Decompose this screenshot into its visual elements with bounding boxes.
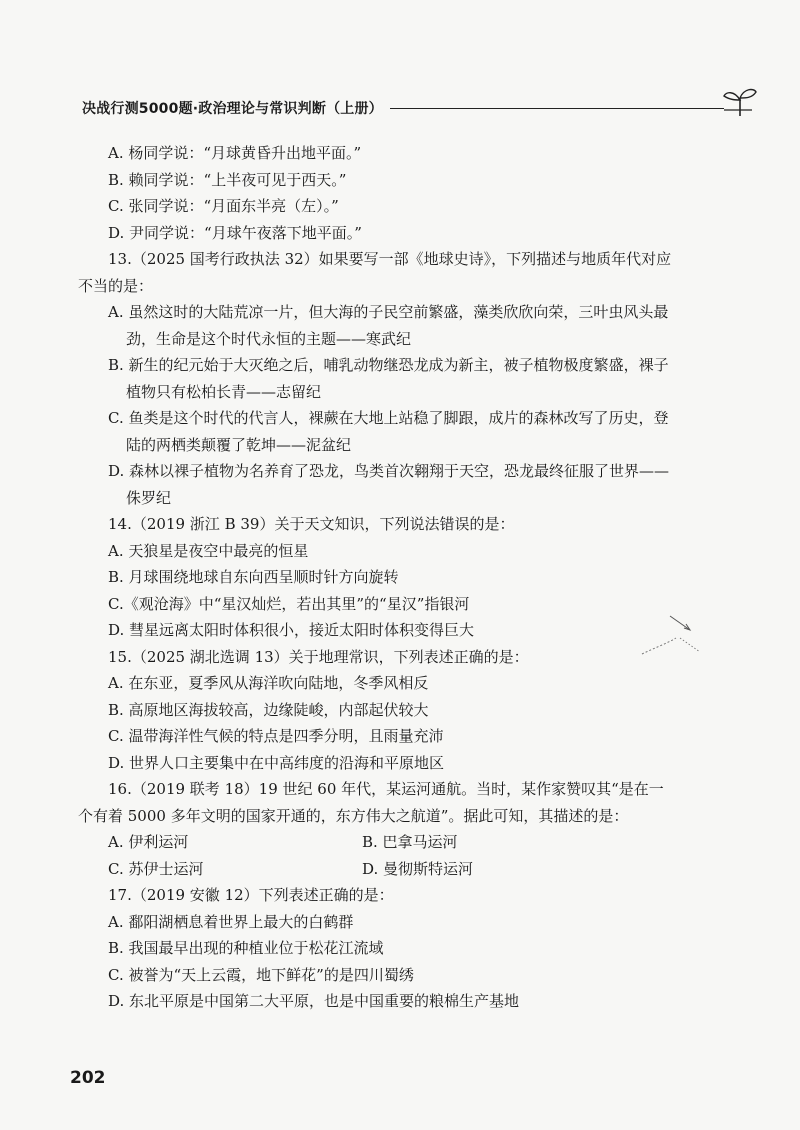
book-title: 决战行测5000题·政治理论与常识判断（上册） bbox=[82, 101, 383, 117]
option-b: B. 高原地区海拔较高，边缘陡峻，内部起伏较大 bbox=[108, 700, 429, 719]
option-row bbox=[78, 856, 678, 883]
question-stem: 16.（2019 联考 18）19 世纪 60 年代，某运河通航。当时，某作家赞叹其“是在一个有着 5000 多年文明的国家开通的，东方伟大之航道”。据此可知，其描述的是： bbox=[78, 780, 664, 825]
question-stem: 13.（2025 国考行政执法 32）如果要写一部《地球史诗》，下列描述与地质年代对应不当的是： bbox=[78, 250, 672, 295]
option-c: C.《观沧海》中“星汉灿烂，若出其里”的“星汉”指银河 bbox=[108, 594, 470, 613]
option-a: A. 伊利运河 bbox=[108, 833, 189, 851]
question-stem: 17.（2019 安徽 12）下列表述正确的是： bbox=[108, 886, 394, 904]
prev-option-d: D. 尹同学说：“月球午夜落下地平面。” bbox=[108, 223, 362, 242]
question-stem: 14.（2019 浙江 B 39）关于天文知识，下列说法错误的是： bbox=[108, 515, 515, 533]
sprout-icon bbox=[722, 86, 758, 118]
option-a: A. 鄱阳湖栖息着世界上最大的白鹤群 bbox=[108, 912, 354, 931]
option-d: D. 世界人口主要集中在中高纬度的沿海和平原地区 bbox=[108, 753, 445, 772]
option-c: C. 苏伊士运河 bbox=[108, 859, 204, 878]
question-17 bbox=[78, 882, 678, 1015]
prev-option-a: A. 杨同学说：“月球黄昏升出地平面。” bbox=[108, 144, 362, 162]
pencil-mark-icon bbox=[640, 612, 702, 658]
question-15 bbox=[78, 644, 678, 777]
question-content bbox=[78, 140, 678, 1015]
question-14 bbox=[78, 511, 678, 644]
option-row bbox=[78, 829, 678, 856]
option-b: B. 巴拿马运河 bbox=[362, 833, 458, 851]
page-header bbox=[82, 92, 722, 122]
option-c: C. 鱼类是这个时代的代言人，裸蕨在大地上站稳了脚跟，成片的森林改写了历史，登陆的两栖类颠覆了乾坤——泥盆纪 bbox=[108, 409, 669, 454]
question-stem: 15.（2025 湖北选调 13）关于地理常识，下列表述正确的是： bbox=[108, 647, 529, 666]
option-a: A. 天狼星是夜空中最亮的恒星 bbox=[108, 541, 309, 560]
option-b: B. 月球围绕地球自东向西呈顺时针方向旋转 bbox=[108, 568, 399, 586]
option-d: D. 东北平原是中国第二大平原，也是中国重要的粮棉生产基地 bbox=[108, 992, 520, 1010]
page-number: 202 bbox=[70, 1068, 106, 1088]
option-b: B. 新生的纪元始于大灭绝之后，哺乳动物继恐龙成为新主，被子植物极度繁盛，裸子植物只有松柏长青——志留纪 bbox=[108, 356, 669, 401]
option-c: C. 温带海洋性气候的特点是四季分明，且雨量充沛 bbox=[108, 727, 444, 745]
option-d: D. 森林以裸子植物为名养育了恐龙，鸟类首次翱翔于天空，恐龙最终征服了世界——侏罗纪 bbox=[108, 462, 670, 507]
header-rule bbox=[390, 108, 724, 109]
option-a: A. 虽然这时的大陆荒凉一片，但大海的子民空前繁盛，藻类欣欣向荣，三叶虫风头最劲，生命是这个时代永恒的主题——寒武纪 bbox=[108, 303, 669, 348]
prev-option-b: B. 赖同学说：“上半夜可见于西天。” bbox=[108, 170, 347, 189]
option-d: D. 曼彻斯特运河 bbox=[362, 859, 474, 878]
question-13 bbox=[78, 246, 678, 511]
option-c: C. 被誉为“天上云霞，地下鲜花”的是四川蜀绣 bbox=[108, 965, 414, 984]
option-b: B. 我国最早出现的种植业位于松花江流域 bbox=[108, 939, 384, 957]
option-d: D. 彗星远离太阳时体积很小，接近太阳时体积变得巨大 bbox=[108, 621, 475, 639]
option-a: A. 在东亚，夏季风从海洋吹向陆地，冬季风相反 bbox=[108, 674, 429, 692]
prev-option-c: C. 张同学说：“月面东半亮（左）。” bbox=[108, 197, 339, 215]
question-16 bbox=[78, 776, 678, 882]
